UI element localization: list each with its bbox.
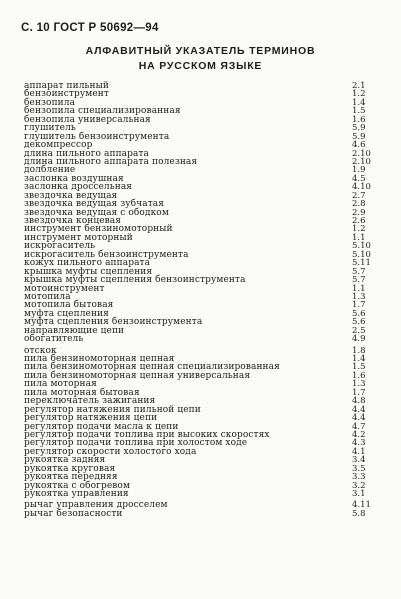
index-term: рычаг безопасности bbox=[24, 508, 123, 519]
index-reference-number: 1.5 bbox=[352, 106, 366, 117]
index-term: рукоятка управления bbox=[24, 489, 129, 499]
index-reference-number: 3.1 bbox=[352, 489, 366, 499]
index-reference-number: 5.8 bbox=[352, 508, 366, 519]
index-reference-number: 3.5 bbox=[352, 463, 366, 474]
index-term: звездочка ведущая bbox=[24, 190, 118, 201]
index-term: пила моторная бытовая bbox=[24, 387, 140, 398]
index-reference-number: 2.1 bbox=[352, 81, 366, 91]
index-reference-number: 1.3 bbox=[352, 291, 366, 302]
index-reference-number: 2.9 bbox=[352, 207, 366, 218]
index-term: звездочка концевая bbox=[24, 216, 122, 226]
index-reference-number: 2.6 bbox=[352, 216, 366, 226]
index-reference-number: 1.9 bbox=[352, 165, 366, 176]
index-term: рукоятка передняя bbox=[24, 472, 118, 483]
index-term: пила бензиномоторная цепная универсальная bbox=[24, 370, 251, 381]
index-term: регулятор натяжения пильной цепи bbox=[24, 404, 201, 415]
index-term: длина пильного аппарата полезная bbox=[24, 156, 198, 167]
index-term: искрогаситель bbox=[24, 241, 96, 252]
index-term: мотопила бытовая bbox=[24, 300, 114, 311]
index-term: регулятор подачи топлива при холостом ходе bbox=[24, 438, 248, 449]
index-reference-number: 1.4 bbox=[352, 354, 366, 364]
index-term: инструмент бензиномоторный bbox=[24, 224, 173, 235]
index-reference-number: 1.5 bbox=[352, 362, 366, 373]
index-term: рычаг управления дросселем bbox=[24, 500, 168, 511]
index-reference-number: 2.10 bbox=[352, 156, 371, 167]
index-reference-number: 4.8 bbox=[352, 396, 366, 407]
index-term: кожух пильного аппарата bbox=[24, 258, 151, 269]
index-reference-number: 3.2 bbox=[352, 480, 366, 491]
index-reference-number: 4.4 bbox=[352, 404, 366, 415]
index-entry bbox=[24, 158, 378, 166]
index-term: регулятор подачи масла к цепи bbox=[24, 421, 179, 432]
index-reference-number: 2.8 bbox=[352, 199, 366, 210]
index-term: бензоинструмент bbox=[24, 89, 109, 100]
index-reference-number: 1.6 bbox=[352, 370, 366, 381]
index-term: рукоятка с обогревом bbox=[24, 480, 131, 491]
index-reference-number: 5.11 bbox=[352, 258, 371, 269]
index-term: крышка муфты сцепления бензоинструмента bbox=[24, 275, 246, 286]
index-term: пила бензиномоторная цепная bbox=[24, 354, 175, 364]
index-reference-number: 4.4 bbox=[352, 413, 366, 424]
index-reference-number: 2.7 bbox=[352, 190, 366, 201]
index-title-line-2: НА РУССКОМ ЯЗЫКЕ bbox=[138, 60, 263, 72]
index-term: отскок bbox=[24, 345, 57, 356]
index-reference-number: 2.5 bbox=[352, 325, 366, 336]
index-term: пила моторная bbox=[24, 379, 97, 390]
index-term: переключатель зажигания bbox=[24, 396, 156, 407]
index-reference-number: 4.5 bbox=[352, 173, 366, 184]
index-reference-number: 5.10 bbox=[352, 241, 371, 252]
index-term: пила бензиномоторная цепная специализированная bbox=[24, 362, 280, 373]
index-reference-number: 1.7 bbox=[352, 300, 366, 311]
index-term: бензопила специализированная bbox=[24, 106, 181, 117]
index-term: глушитель бензоинструмента bbox=[24, 131, 170, 142]
index-reference-number: 5.6 bbox=[352, 308, 366, 319]
index-term: долбление bbox=[24, 165, 76, 176]
index-entry bbox=[24, 285, 378, 293]
index-entry bbox=[24, 490, 378, 498]
index-term: регулятор скорости холостого хода bbox=[24, 446, 197, 457]
index-term: регулятор подачи топлива при высоких скоростях bbox=[24, 429, 270, 440]
index-reference-number: 3.3 bbox=[352, 472, 366, 483]
index-term: декомпрессор bbox=[24, 140, 93, 151]
index-term: заслонка дроссельная bbox=[24, 182, 133, 193]
index-reference-number: 4.11 bbox=[352, 500, 371, 511]
index-reference-number: 4.3 bbox=[352, 438, 366, 449]
index-reference-number: 1.2 bbox=[352, 224, 366, 235]
index-term: регулятор натяжения цепи bbox=[24, 413, 158, 424]
index-term: глушитель bbox=[24, 123, 76, 134]
index-reference-number: 4.1 bbox=[352, 446, 366, 457]
index-reference-number: 1.7 bbox=[352, 387, 366, 398]
index-term: инструмент моторный bbox=[24, 232, 133, 243]
index-entry bbox=[24, 510, 378, 518]
index-term: муфта сцепления bbox=[24, 308, 109, 319]
index-reference-number: 5.7 bbox=[352, 266, 366, 277]
index-term: мотопила bbox=[24, 291, 71, 302]
index-term: крышка муфты сцепления bbox=[24, 266, 153, 277]
index-reference-number: 5.7 bbox=[352, 275, 366, 286]
index-term: заслонка воздушная bbox=[24, 173, 124, 184]
index-reference-number: 1.1 bbox=[352, 232, 366, 243]
index-reference-number: 5.10 bbox=[352, 249, 371, 260]
index-title-line-1: АЛФАВИТНЫЙ УКАЗАТЕЛЬ ТЕРМИНОВ bbox=[85, 45, 316, 57]
index-term: обогатитель bbox=[24, 334, 84, 345]
index-reference-number: 1.4 bbox=[352, 97, 366, 108]
index-term: рукоятка круговая bbox=[24, 463, 116, 474]
index-term: длина пильного аппарата bbox=[24, 148, 150, 159]
index-term: бензопила bbox=[24, 97, 76, 108]
index-term: направляющие цепи bbox=[24, 325, 125, 336]
index-reference-number: 1.3 bbox=[352, 379, 366, 390]
index-reference-number: 4.7 bbox=[352, 421, 366, 432]
index-reference-number: 1.8 bbox=[352, 345, 366, 356]
index-reference-number: 2.10 bbox=[352, 148, 371, 159]
page-header: С. 10 ГОСТ Р 50692—94 bbox=[21, 22, 159, 34]
index-entry bbox=[24, 335, 378, 343]
index-term: бензопила универсальная bbox=[24, 114, 151, 125]
index-reference-number: 1.1 bbox=[352, 283, 366, 294]
index-term: рукоятка задняя bbox=[24, 455, 106, 466]
index-term: искрогаситель бензоинструмента bbox=[24, 249, 189, 260]
index-reference-number: 5.9 bbox=[352, 131, 366, 142]
index-reference-number: 5.6 bbox=[352, 317, 366, 328]
index-reference-number: 1.2 bbox=[352, 89, 366, 100]
index-term: мотоинструмент bbox=[24, 283, 105, 294]
index-term: звездочка ведущая зубчатая bbox=[24, 199, 165, 210]
index-entry bbox=[24, 116, 378, 124]
index-entry bbox=[24, 90, 378, 98]
index-term: звездочка ведущая с ободком bbox=[24, 207, 169, 218]
index-reference-number: 4.6 bbox=[352, 140, 366, 151]
index-reference-number: 5.9 bbox=[352, 123, 366, 134]
index-reference-number: 3.4 bbox=[352, 455, 366, 466]
index-reference-number: 1.6 bbox=[352, 114, 366, 125]
index-term: аппарат пильный bbox=[24, 81, 109, 91]
index-reference-number: 4.2 bbox=[352, 429, 366, 440]
index-reference-number: 4.9 bbox=[352, 334, 366, 345]
index-reference-number: 4.10 bbox=[352, 182, 371, 193]
index-term: муфта сцепления бензоинструмента bbox=[24, 317, 203, 328]
term-index-list bbox=[24, 82, 378, 518]
